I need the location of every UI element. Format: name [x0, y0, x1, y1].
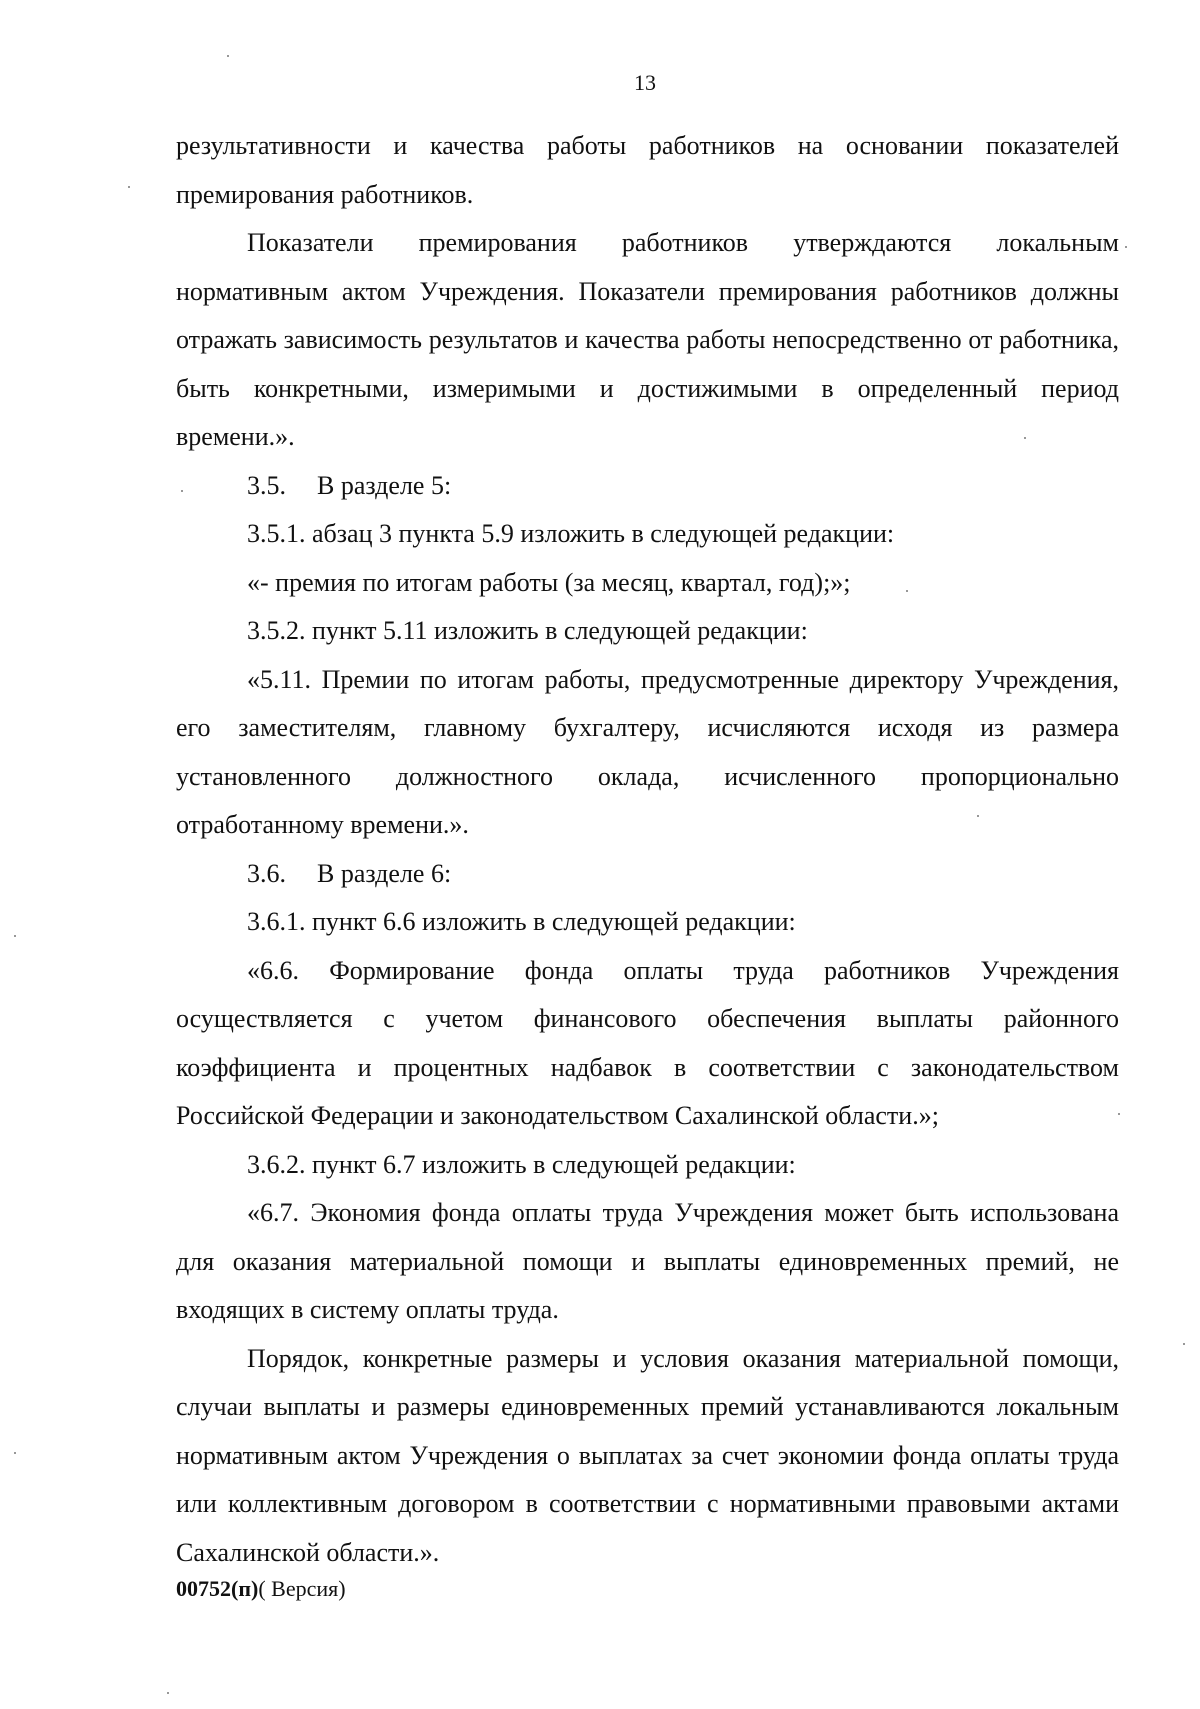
scan-speck [227, 55, 229, 57]
scan-speck [1125, 246, 1127, 248]
scan-speck [14, 1452, 16, 1454]
document-code-number: 00752(п) [176, 1576, 259, 1601]
item-3-6-1: 3.6.1. пункт 6.6 изложить в следующей редакции: [247, 907, 796, 936]
scan-speck [14, 935, 16, 937]
scan-speck [1024, 437, 1026, 439]
paragraph-procedure: Порядок, конкретные размеры и условия оказания материальной помощи, случаи выплаты и размеры единовременных премий устанавливаются локальным нормативным актом Учреждения о выплатах за счет экономии фонда оплаты труда или коллективным договором в соответствии с нормативными правовыми актами Сахалинской области.». [176, 1343, 1119, 1567]
item-3-6-2: 3.6.2. пункт 6.7 изложить в следующей редакции: [247, 1149, 796, 1179]
item-3-5-2: 3.5.2. пункт 5.11 изложить в следующей редакции: [247, 616, 808, 645]
item-3-5-1: 3.5.1. абзац 3 пункта 5.9 изложить в следующей редакции: [247, 519, 895, 548]
section-3-5-heading [176, 462, 1119, 511]
quote-5-11: «5.11. Премии по итогам работы, предусмотренные директору Учреждения, его заместителям, главному бухгалтеру, исчисляются исходя из размера установленного должностного оклада, исчисленного пропорционально отработанному времени.». [176, 664, 1119, 839]
scan-speck [1183, 1343, 1185, 1345]
section-3-5-title: В разделе 5: [317, 470, 452, 500]
scan-speck [977, 815, 979, 817]
scan-speck [128, 186, 130, 188]
paragraph-indicators: Показатели премирования работников утверждаются локальным нормативным актом Учреждения. Показатели премирования работников должны отражать зависимость результатов и качества работы непосредственно от работника, быть конкретными, измеримыми и достижимыми в определенный период времени.». [176, 228, 1119, 451]
section-3-5-number: 3.5. [247, 470, 286, 500]
scan-speck [906, 590, 908, 592]
scan-speck [181, 490, 183, 492]
page-number: 13 [634, 70, 656, 95]
section-3-6-heading [176, 850, 1119, 899]
paragraph-continuation: результативности и качества работы работников на основании показателей премирования работников. [176, 131, 1119, 209]
section-3-6-title: В разделе 6: [317, 858, 452, 888]
document-body [176, 122, 1119, 1577]
scan-speck [1118, 1113, 1120, 1115]
document-code [176, 1574, 346, 1604]
document-version-label: ( Версия) [258, 1576, 346, 1601]
quote-6-6: «6.6. Формирование фонда оплаты труда работников Учреждения осуществляется с учетом финансового обеспечения выплаты районного коэффициента и процентных надбавок в соответствии с законодательством Российской Федерации и законодательством Сахалинской области.»; [176, 955, 1119, 1130]
scan-speck [167, 1692, 169, 1694]
section-3-6-number: 3.6. [247, 858, 286, 888]
quote-5-9-paragraph-3: «- премия по итогам работы (за месяц, квартал, год);»; [247, 567, 851, 597]
quote-6-7: «6.7. Экономия фонда оплаты труда Учреждения может быть использована для оказания материальной помощи и выплаты единовременных премий, не входящих в систему оплаты труда. [176, 1198, 1119, 1324]
